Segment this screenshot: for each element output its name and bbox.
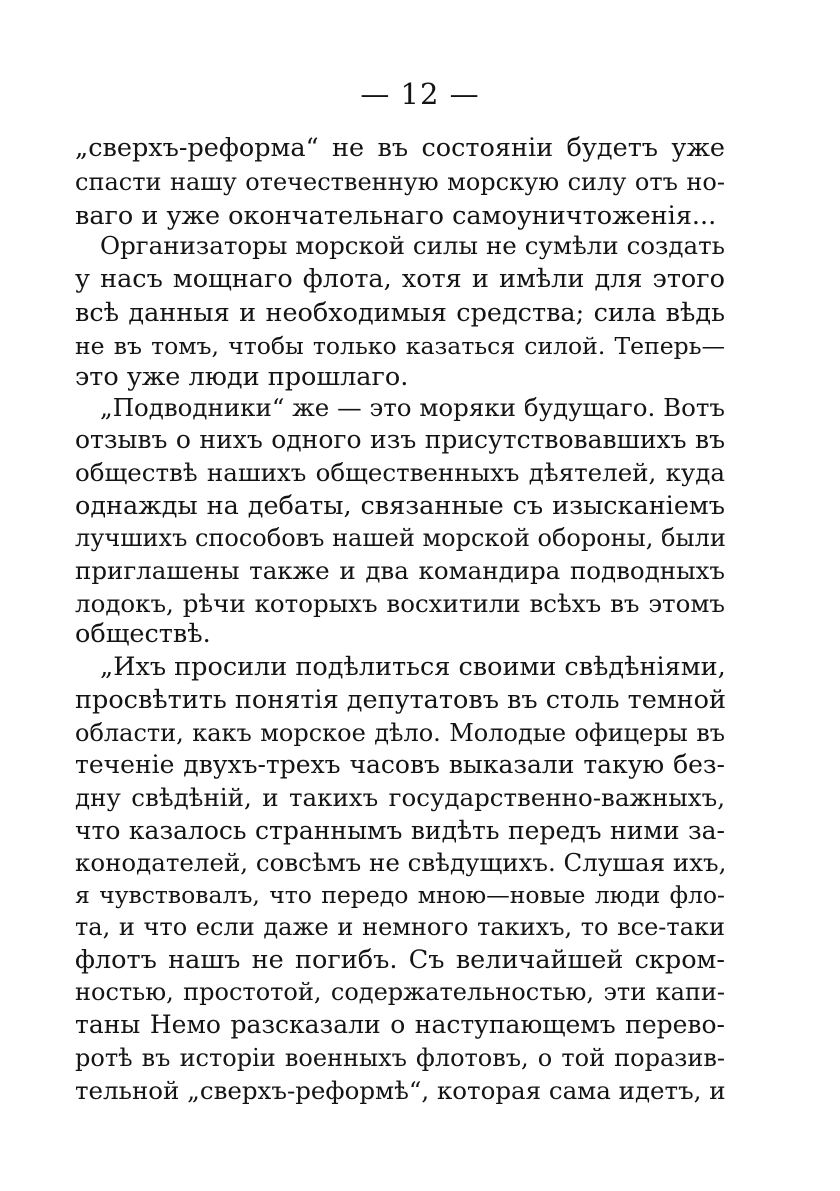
text-line: просвѣтить понятія депутатовъ въ столь темной [75,685,727,715]
text-line: у насъ мощнаго флота, хотя и имѣли для этого [75,264,725,294]
text-line: „сверхъ-реформа“ не въ состоянiи будетъ уже [75,133,725,163]
paragraph-first-line: „Подводники“ же — это моряки будущаго. Вотъ [100,393,725,422]
text-line: ваго и уже окончательнаго самоуничтоженія... [75,201,717,231]
text-line: отзывъ о нихъ одного изъ присутствовавшихъ въ [75,425,725,454]
text-line: спасти нашу отечественную морскую силу отъ но- [75,168,725,196]
paragraph-first-line: Организаторы морской силы не сумѣли создать [100,231,725,260]
text-line: однажды на дебаты, связанные съ изысканіемъ [75,491,725,521]
text-line: теченіе двухъ-трехъ часовъ выказали такую без- [75,750,725,779]
text-line: конодателей, совсѣмъ не свѣдущихъ. Слушая ихъ, [75,848,727,877]
text-line: лучшихъ способовъ нашей морской обороны, были [75,524,726,552]
text-line: дну свѣдѣній, и такихъ государственно-важныхъ, [75,783,725,812]
text-line: не въ томъ, чтобы только казаться силой. Теперь— [75,332,725,360]
text-line: всѣ данныя и необходимыя средства; сила вѣдь [75,298,725,328]
text-line: я чувствовалъ, что передо мною—новые люди фло- [75,881,725,909]
text-line: та, и что если даже и немного такихъ, то все-таки [75,913,725,941]
text-line: обществѣ. [75,619,211,649]
text-line: ротѣ въ исторіи военныхъ флотовъ, о той поразив- [75,1044,725,1072]
text-line: это уже люди прошлаго. [75,362,409,392]
paragraph-first-line: „Ихъ просили подѣлиться своими свѣдѣніями, [100,652,726,682]
text-line: обществѣ нашихъ общественныхъ дѣятелей, куда [75,458,725,487]
text-line: что казалось страннымъ видѣть передъ ними за- [75,816,725,845]
text-line: флотъ нашъ не погибъ. Съ величайшей скром- [75,945,725,975]
text-line: области, какъ морское дѣло. Молодые офицеры въ [75,719,725,747]
text-line: тельной „сверхъ-реформѣ“, которая сама идетъ, и [75,1076,726,1105]
text-line: ностью, простотой, содержательностью, эти капи- [75,978,725,1006]
text-line: приглашены также и два командира подводныхъ [75,556,725,585]
text-line: таны Немо разсказали о наступающемъ перево- [75,1010,725,1039]
text-line: лодокъ, рѣчи которыхъ восхитили всѣхъ въ этомъ [75,589,725,618]
page-number: — 12 — [360,77,480,111]
